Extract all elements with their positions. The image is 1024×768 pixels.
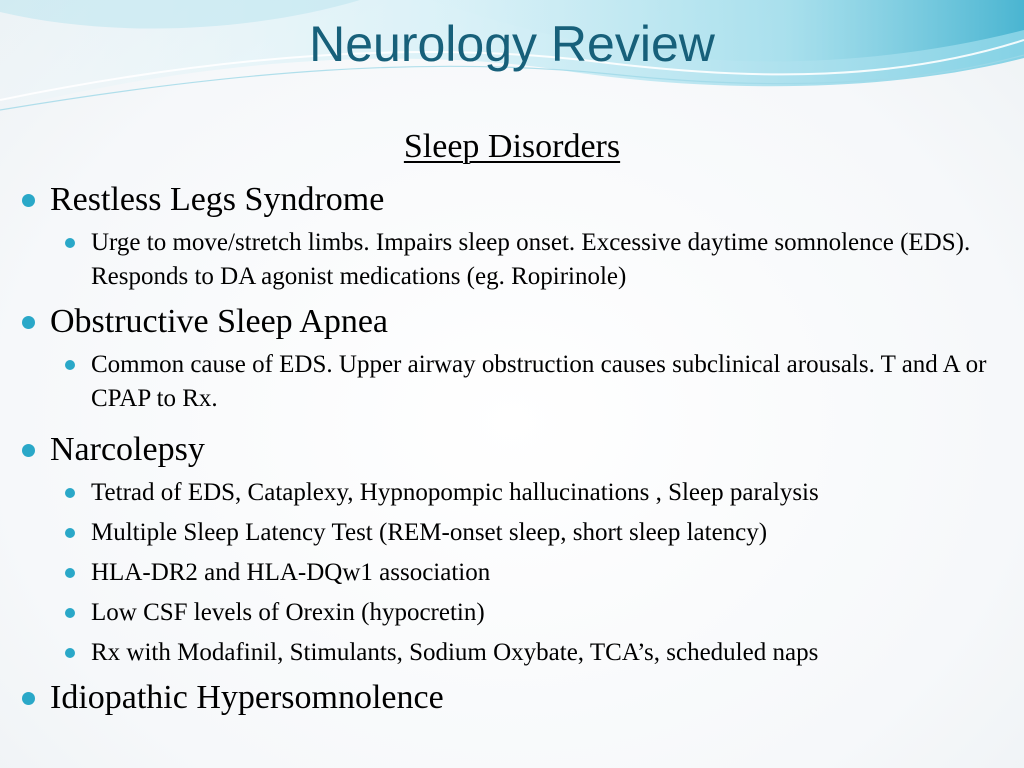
bullet-dot-icon <box>65 238 75 248</box>
sub-bullet-text: Common cause of EDS. Upper airway obstruction causes subclinical arousals. T and A or CPAP to Rx. <box>91 351 987 412</box>
sub-bullet-text: Low CSF levels of Orexin (hypocretin) <box>91 599 485 626</box>
sub-bullet-text: Rx with Modafinil, Stimulants, Sodium Oxybate, TCA’s, scheduled naps <box>91 639 819 666</box>
sub-bullet <box>0 476 1024 510</box>
sub-bullet <box>0 348 1024 416</box>
sub-bullet-text: Urge to move/stretch limbs. Impairs sleep onset. Excessive daytime somnolence (EDS). Responds to DA agonist medications (eg. Ropirinole) <box>91 229 971 290</box>
slide-title: Neurology Review <box>309 16 715 72</box>
bullet-dot-icon <box>22 194 35 207</box>
bullet-dot-icon <box>22 444 35 457</box>
sub-bullet-text: Tetrad of EDS, Cataplexy, Hypnopompic hallucinations , Sleep paralysis <box>91 479 819 506</box>
sub-bullet-text: Multiple Sleep Latency Test (REM-onset sleep, short sleep latency) <box>91 519 768 546</box>
bullet-restless-legs <box>0 178 1024 222</box>
bullet-dot-icon <box>65 528 75 538</box>
bullet-heading: Narcolepsy <box>50 431 205 468</box>
sub-bullet <box>0 556 1024 590</box>
sub-bullet <box>0 516 1024 550</box>
sub-bullet <box>0 636 1024 670</box>
bullet-idiopathic-hypersomnolence <box>0 676 1024 720</box>
bullet-heading: Restless Legs Syndrome <box>50 181 385 218</box>
bullet-dot-icon <box>65 360 75 370</box>
bullet-heading: Idiopathic Hypersomnolence <box>50 679 444 716</box>
sub-bullet <box>0 596 1024 630</box>
slide-subtitle: Sleep Disorders <box>403 128 621 165</box>
bullet-list <box>0 178 1024 720</box>
bullet-obstructive-sleep-apnea <box>0 300 1024 344</box>
bullet-dot-icon <box>22 316 35 329</box>
bullet-dot-icon <box>65 608 75 618</box>
sub-bullet <box>0 226 1024 294</box>
bullet-narcolepsy <box>0 428 1024 472</box>
sub-bullet-text: HLA-DR2 and HLA-DQw1 association <box>91 559 491 586</box>
bullet-dot-icon <box>65 488 75 498</box>
bullet-heading: Obstructive Sleep Apnea <box>50 303 389 340</box>
bullet-dot-icon <box>22 692 35 705</box>
bullet-dot-icon <box>65 648 75 658</box>
bullet-dot-icon <box>65 568 75 578</box>
